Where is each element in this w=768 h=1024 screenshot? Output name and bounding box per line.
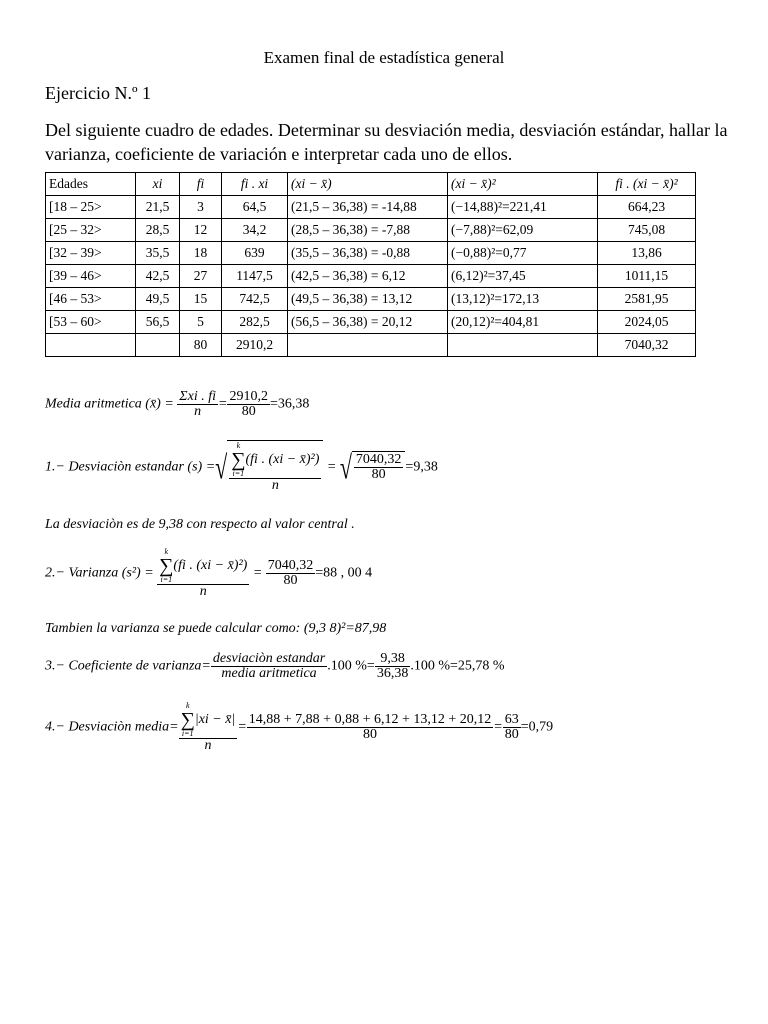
table-cell: xi [136,173,180,196]
media-denominator: n [177,404,218,419]
table-cell: 1147,5 [222,265,288,288]
table-cell: fi . (xi − x̄)² [598,173,696,196]
coef-result: .100 %=25,78 % [410,658,505,674]
table-total-row [46,334,696,357]
table-cell: 80 [180,334,222,357]
sigma-top: k [236,441,241,450]
coef-denominator: media aritmetica [211,666,327,681]
table-cell: [18 – 25> [46,196,136,219]
table-cell: 27 [180,265,222,288]
coef-value-num: 9,38 [380,651,405,666]
table-cell: (13,12)²=172,13 [448,288,598,311]
media-value-fraction [227,390,270,419]
media-equals: = [218,396,228,412]
table-cell: (−14,88)²=221,41 [448,196,598,219]
sigma-icon: k ∑ i=1 [231,441,246,478]
desv-radicand [227,440,323,493]
table-cell: (21,5 – 36,38) = -14,88 [288,196,448,219]
table-cell: 42,5 [136,265,180,288]
desv-formula: 1.− Desviaciòn estandar (s) =√ k ∑ i=1 (fi . (xi − x̄)²) n = √ $\frac{7040,32}{80}$ =9,38 [45,441,438,493]
table-cell: 21,5 [136,196,180,219]
table-cell: fi [180,173,222,196]
varianza-result: =88 , 00 4 [315,565,373,581]
table-cell: 742,5 [222,288,288,311]
table-cell: 639 [222,242,288,265]
varianza-fraction [157,548,249,599]
table-cell: [25 – 32> [46,219,136,242]
dmedia-value-fraction [247,713,493,742]
table-cell: 12 [180,219,222,242]
table-cell: (49,5 – 36,38) = 13,12 [288,288,448,311]
desv-value-den: 80 [354,467,404,482]
table-cell: (−0,88)²=0,77 [448,242,598,265]
sigma-top: k [185,701,190,710]
varianza-alt: Tambien la varianza se puede calcular como: (9,3 8)²=87,98 [45,621,387,636]
table-row [46,288,696,311]
table-cell: (xi − x̄)² [448,173,598,196]
table-cell: 56,5 [136,311,180,334]
dmedia-fraction [179,702,238,753]
varianza-numerator [157,548,249,584]
table-cell: 13,86 [598,242,696,265]
table-row [46,311,696,334]
desv-fraction [229,442,321,493]
sqrt-icon: √ [339,448,352,486]
table-cell: (28,5 – 36,38) = -7,88 [288,219,448,242]
media-label: Media aritmetica (x̄) = [45,396,174,412]
table-cell: (35,5 – 36,38) = -0,88 [288,242,448,265]
media-result: =36,38 [269,396,310,412]
table-cell: 7040,32 [598,334,696,357]
table-cell: [53 – 60> [46,311,136,334]
table-cell: 2581,95 [598,288,696,311]
desv-denominator: n [229,478,321,493]
media-value-den: 80 [227,404,270,419]
media-value-num: 2910,2 [229,389,268,404]
sigma-top: k [164,547,169,556]
coef-fraction [211,652,327,681]
table-cell: fi . xi [222,173,288,196]
sigma-bottom: i=1 [181,729,194,738]
table-cell: 64,5 [222,196,288,219]
coef-formula [45,652,505,681]
sigma-bottom: i=1 [160,575,173,584]
table-cell: (xi − x̄) [288,173,448,196]
table-cell: 18 [180,242,222,265]
desv-label: 1.− Desviaciòn estandar (s) = [45,459,216,475]
media-numerator: Σxi . fi [179,389,216,404]
dmedia-simplified-fraction [503,713,521,742]
varianza-value-num: 7040,32 [267,558,314,573]
desv-value-fraction [354,453,404,482]
dmedia-label: 4.− Desviaciòn media= [45,719,179,735]
table-cell [136,334,180,357]
table-cell: 745,08 [598,219,696,242]
table-row [46,196,696,219]
varianza-label: 2.− Varianza (s²) = [45,565,154,581]
table-row [46,265,696,288]
exam-title: Examen final de estadística general [263,48,505,67]
coef-mid: .100 %= [327,658,375,674]
dmedia-value-den: 80 [247,727,493,742]
table-cell [46,334,136,357]
dmedia-numerator [179,702,238,738]
table-cell: (42,5 – 36,38) = 6,12 [288,265,448,288]
sigma-bottom: i=1 [232,469,245,478]
varianza-value-den: 80 [266,573,316,588]
table-row [46,219,696,242]
media-fraction [177,390,218,419]
dmedia-num-text: |xi − x̄| [194,712,236,728]
table-cell: 282,5 [222,311,288,334]
desv-numerator [229,442,321,478]
desv-interpretation: La desviaciòn es de 9,38 con respecto al valor central . [45,517,355,532]
table-cell: Edades [46,173,136,196]
table-cell: (56,5 – 36,38) = 20,12 [288,311,448,334]
table-cell: 34,2 [222,219,288,242]
table-cell: (−7,88)²=62,09 [448,219,598,242]
varianza-denominator: n [157,584,249,599]
varianza-formula: 2.− Varianza (s²) = k ∑ i=1 (fi . (xi − x̄)²) n = $\frac{7040,32}{80}$ =88 , 00 4 [45,547,373,599]
table-cell: 15 [180,288,222,311]
sigma-icon: k ∑ i=1 [180,701,195,738]
table-cell: [46 – 53> [46,288,136,311]
table-cell: 5 [180,311,222,334]
coef-value-fraction [375,652,411,681]
table-cell: 2910,2 [222,334,288,357]
dmedia-formula: 4.− Desviaciòn media= k ∑ i=1 |xi − x̄| n = $\frac{14,88 + 7,88 + 0,88 + 6,12 + 13,12 + 20,12}{80}$ = $\frac{63}{80}$ =0,79 [45,701,554,753]
table-cell: 28,5 [136,219,180,242]
table-row [46,242,696,265]
sqrt-icon: √ [215,448,228,486]
dmedia-result: =0,79 [520,719,554,735]
frequency-table [45,172,696,357]
table-cell: [32 – 39> [46,242,136,265]
table-cell: (6,12)²=37,45 [448,265,598,288]
sigma-icon: k ∑ i=1 [159,547,174,584]
table-header-row [46,173,696,196]
varianza-num-text: (fi . (xi − x̄)²) [173,558,248,574]
table-cell [448,334,598,357]
desv-result: =9,38 [405,459,438,475]
table-cell: (20,12)²=404,81 [448,311,598,334]
coef-label: 3.− Coeficiente de varianza= [45,658,211,674]
exercise-number: Ejercicio N.º 1 [45,83,152,103]
desv-value-num: 7040,32 [355,452,402,467]
table-cell: 1011,15 [598,265,696,288]
table-cell: 49,5 [136,288,180,311]
table-cell: 3 [180,196,222,219]
table-cell: 2024,05 [598,311,696,334]
table-cell: 35,5 [136,242,180,265]
exercise-statement: Del siguiente cuadro de edades. Determinar su desviación media, desviación estándar, hallar la varianza, coeficiente de variación e interpretar cada uno de ellos. [45,120,728,164]
desv-value-radicand [352,451,406,482]
media-formula [45,390,309,419]
coef-value-den: 36,38 [376,666,409,681]
dmedia-simplified-num: 63 [504,712,519,727]
dmedia-value-num: 14,88 + 7,88 + 0,88 + 6,12 + 13,12 + 20,12 [248,712,492,727]
table-cell: 664,23 [598,196,696,219]
table-cell [288,334,448,357]
coef-numerator: desviaciòn estandar [212,651,326,666]
dmedia-simplified-den: 80 [504,727,519,742]
table-cell: [39 – 46> [46,265,136,288]
varianza-value-fraction [266,559,316,588]
desv-num-text: (fi . (xi − x̄)²) [245,452,320,468]
dmedia-denominator: n [179,738,238,753]
